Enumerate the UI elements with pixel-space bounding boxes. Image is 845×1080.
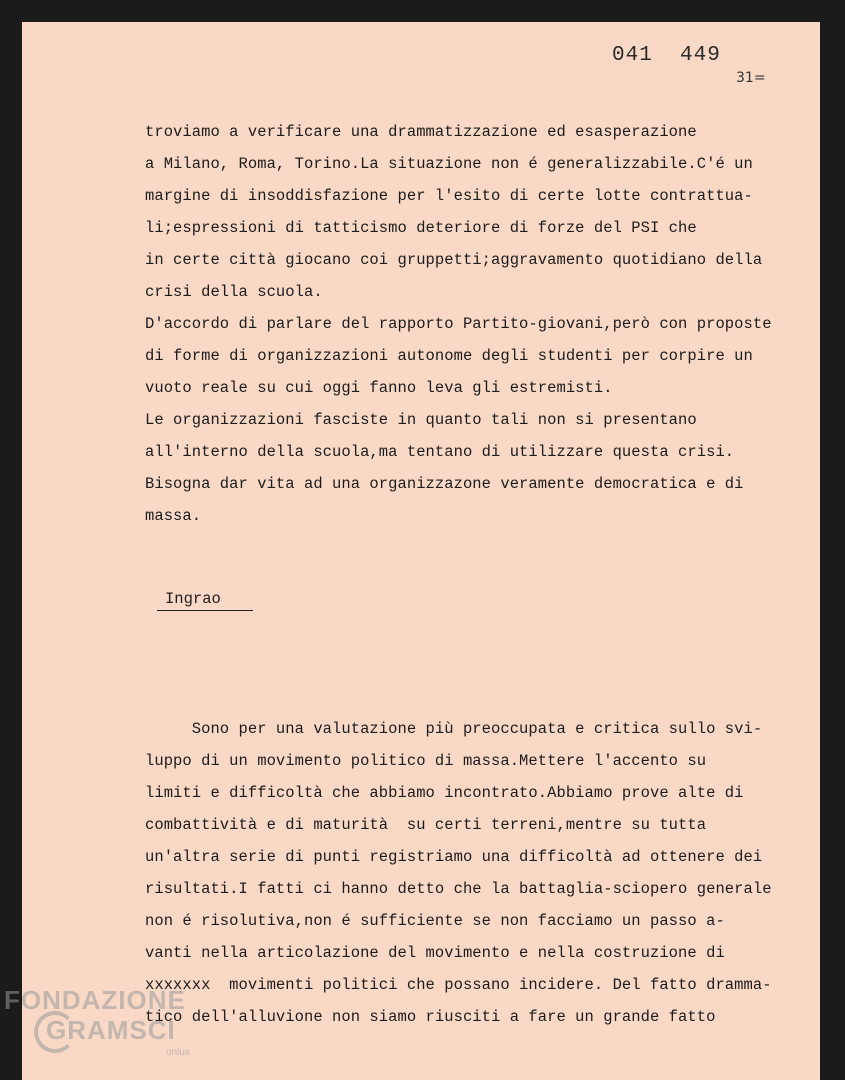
archive-number: 041 449 [612, 44, 721, 67]
text-line: margine di insoddisfazione per l'esito di certe lotte contrattua- [145, 187, 753, 205]
text-line: troviamo a verificare una drammatizzazione ed esasperazione [145, 123, 697, 141]
text-line: all'interno della scuola,ma tentano di utilizzare questa crisi. [145, 443, 735, 461]
text-line: di forme di organizzazioni autonome degli studenti per corpire un [145, 347, 753, 365]
text-line: luppo di un movimento politico di massa.Mettere l'accento su [145, 752, 707, 770]
fondazione-gramsci-watermark [4, 985, 214, 1075]
heading-underline [157, 610, 253, 611]
watermark-line-1: FONDAZIONE [4, 985, 186, 1015]
text-line: risultati.I fatti ci hanno detto che la battaglia-sciopero generale [145, 880, 772, 898]
page-number: 31= [736, 70, 766, 86]
watermark-line-3: onlus [166, 1047, 190, 1058]
document-page [22, 22, 820, 1080]
text-line: li;espressioni di tatticismo deteriore di forze del PSI che [145, 219, 697, 237]
text-line: massa. [145, 507, 202, 525]
text-line: non é risolutiva,non é sufficiente se non facciamo un passo a- [145, 912, 725, 930]
text-line: crisi della scuola. [145, 283, 323, 301]
speaker-heading: Ingrao [165, 590, 221, 608]
text-line: in certe città giocano coi gruppetti;aggravamento quotidiano della [145, 251, 763, 269]
paragraph-2 [145, 713, 772, 1033]
text-line: D'accordo di parlare del rapporto Partito-giovani,però con proposte [145, 315, 772, 333]
text-line: un'altra serie di punti registriamo una difficoltà ad ottenere dei [145, 848, 763, 866]
text-line: a Milano, Roma, Torino.La situazione non é generalizzabile.C'é un [145, 155, 753, 173]
text-line: Sono per una valutazione più preoccupata e critica sullo svi- [145, 720, 763, 738]
text-line: xxxxxxx movimenti politici che possano incidere. Del fatto dramma- [145, 976, 772, 994]
text-line: vanti nella articolazione del movimento e nella costruzione di [145, 944, 725, 962]
paragraph-1 [145, 116, 772, 532]
text-line: Bisogna dar vita ad una organizzazone veramente democratica e di [145, 475, 744, 493]
text-line: limiti e difficoltà che abbiamo incontrato.Abbiamo prove alte di [145, 784, 744, 802]
text-line: tico dell'alluvione non siamo riusciti a fare un grande fatto [145, 1008, 716, 1026]
watermark-line-2: GRAMSCI [46, 1015, 176, 1045]
text-line: vuoto reale su cui oggi fanno leva gli estremisti. [145, 379, 613, 397]
text-line: combattività e di maturità su certi terreni,mentre su tutta [145, 816, 707, 834]
text-line: Le organizzazioni fasciste in quanto tali non si presentano [145, 411, 697, 429]
